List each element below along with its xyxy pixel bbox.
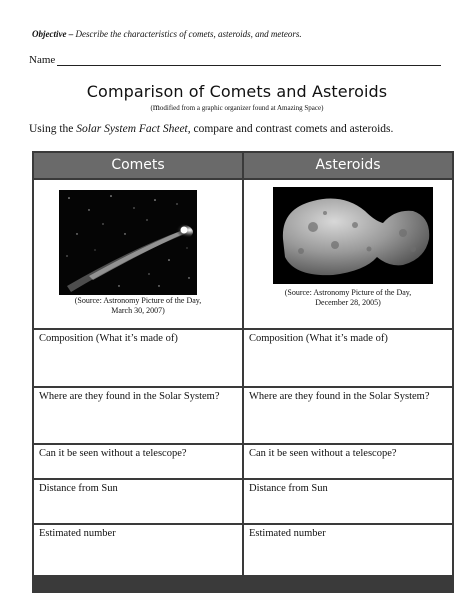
objective-label: Objective – — [32, 29, 74, 39]
asteroids-location-cell[interactable]: Where are they found in the Solar System? — [244, 388, 452, 443]
comet-caption: (Source: Astronomy Picture of the Day, March 30, 2007) — [74, 296, 202, 315]
instructions: Using the Solar System Fact Sheet, compare and contrast comets and asteroids. — [29, 123, 394, 135]
comparison-table — [32, 151, 454, 593]
comet-image-cell — [34, 180, 242, 328]
comets-visibility-cell[interactable]: Can it be seen without a telescope? — [34, 445, 242, 478]
page-title: Comparison of Comets and Asteroids — [86, 82, 388, 101]
objective-text: Describe the characteristics of comets, asteroids, and meteors. — [73, 29, 302, 39]
fact-sheet-title: Solar System Fact Sheet, — [76, 123, 191, 135]
comet-image — [59, 190, 197, 295]
header-comets: Comets — [34, 153, 242, 178]
asteroid-image — [273, 187, 433, 284]
name-label: Name — [29, 54, 56, 66]
asteroids-number-cell[interactable]: Estimated number — [244, 525, 452, 575]
objective-line — [32, 29, 302, 39]
asteroid-caption: (Source: Astronomy Picture of the Day, December 28, 2005) — [284, 288, 412, 307]
comets-distance-cell[interactable]: Distance from Sun — [34, 480, 242, 523]
header-asteroids: Asteroids — [244, 153, 452, 178]
comets-location-cell[interactable]: Where are they found in the Solar System? — [34, 388, 242, 443]
page-subtitle: (modified from a graphic organizer found at Amazing Space) — [150, 102, 324, 112]
name-row — [29, 54, 441, 66]
asteroid-image-cell — [244, 180, 452, 328]
asteroids-visibility-cell[interactable]: Can it be seen without a telescope? — [244, 445, 452, 478]
comets-composition-cell[interactable]: Composition (What it’s made of) — [34, 330, 242, 386]
comets-number-cell[interactable]: Estimated number — [34, 525, 242, 575]
name-line[interactable] — [57, 56, 441, 66]
asteroids-composition-cell[interactable]: Composition (What it’s made of) — [244, 330, 452, 386]
asteroids-distance-cell[interactable]: Distance from Sun — [244, 480, 452, 523]
